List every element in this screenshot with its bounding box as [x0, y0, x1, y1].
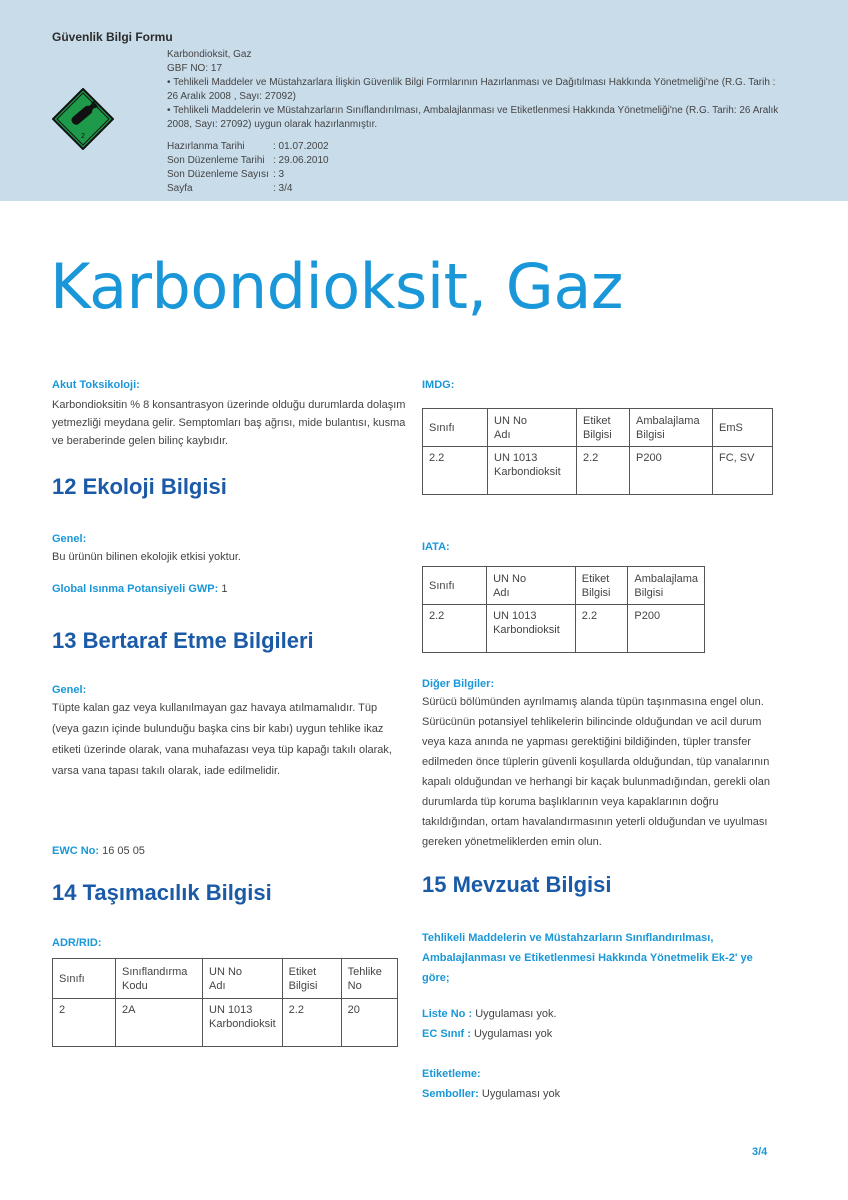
date-value: : 01.07.2002 — [273, 141, 329, 152]
table-header-cell: Ambalajlama Bilgisi — [628, 567, 705, 605]
ec-value: Uygulaması yok — [473, 1028, 553, 1040]
date-label: Sayfa — [167, 183, 193, 194]
table-header-cell: Etiket Bilgisi — [577, 409, 630, 447]
imdg-table — [422, 408, 773, 495]
table-row — [423, 447, 773, 495]
imdg-title: IMDG: — [422, 379, 455, 391]
diger-text: Sürücü bölümünden ayrılmamış alanda tüpün taşınmasına engel olun. Sürücünün potansiyel tehlikelerin bilincinde olduğundan ve acil durum veya kaza anında ne yapması gerektiğini bildiğinden, tüpler transfer edilmeden önce tüplerin güvenli koşullarda olduğundan, tüp vanalarının kapalı olduğundan ve herhangi bir kaçak bulunmadığından, gerekli olan durumlarda tüp koruma başlıklarının veya kapaklarının doğru takıldığından, ortam havalandırmasının yeterli olduğundan ve uyulması gereken yönetmeliklerden emin olun. — [422, 696, 770, 848]
akut-text: Karbondioksitin % 8 konsantrasyon üzerinde olduğu durumlarda dolaşım yetmezliği meydana gelir. Semptomları baş ağrısı, mide bulantısı, kusma ve beraberinde gelen bilinç kaybıdır. — [52, 399, 406, 447]
section-12-body — [52, 530, 407, 598]
ewc-value: 16 05 05 — [102, 845, 145, 857]
date-row — [167, 168, 787, 182]
table-cell: P200 — [628, 605, 705, 653]
table-header-cell: Ambalajlama Bilgisi — [630, 409, 713, 447]
section-15 — [422, 872, 782, 897]
table-cell: UN 1013 Karbondioksit — [487, 605, 576, 653]
regulation-1: • Tehlikeli Maddeler ve Müstahzarlara İlişkin Güvenlik Bilgi Formlarının Hazırlanması ve Dağıtılması Hakkında Yönetmeliği'ne (R.G. Tarih : 26 Aralık 2008 , Sayı: 27092) — [167, 77, 776, 102]
table-cell: 2.2 — [282, 999, 341, 1047]
table-header-row — [53, 959, 398, 999]
date-value: : 3 — [273, 169, 285, 180]
table-row — [423, 605, 705, 653]
liste-label: Liste No : — [422, 1008, 473, 1020]
iata-block — [422, 538, 782, 653]
table-row — [53, 999, 398, 1047]
table-header-row — [423, 409, 773, 447]
table-header-cell: UN No Adı — [487, 567, 576, 605]
semboller-label: Semboller: — [422, 1088, 479, 1100]
table-cell: 2A — [116, 999, 203, 1047]
akut-title: Akut Toksikoloji: — [52, 379, 140, 391]
table-cell: 2.2 — [577, 447, 630, 495]
section-13 — [52, 628, 407, 653]
gwp-value: 1 — [221, 583, 228, 595]
header-meta — [167, 48, 787, 196]
s12-text: Bu ürünün bilinen ekolojik etkisi yoktur. — [52, 551, 241, 563]
adr-title: ADR/RID: — [52, 937, 102, 949]
section-13-title: 13 Bertaraf Etme Bilgileri — [52, 628, 314, 653]
table-header-cell: Sınıfı — [423, 567, 487, 605]
gbf-number: GBF NO: 17 — [167, 63, 223, 74]
table-header-cell: Sınıflandırma Kodu — [116, 959, 203, 999]
s15-subtitle: Tehlikeli Maddelerin ve Müstahzarların Sınıflandırılması, Ambalajlanması ve Etiketlenmesi Hakkında Yönetmelik Ek-2' ye göre; — [422, 932, 753, 984]
date-value: : 29.06.2010 — [273, 155, 329, 166]
date-value: : 3/4 — [273, 183, 293, 194]
ec-line — [422, 1024, 782, 1044]
ewc-line — [52, 842, 407, 860]
etiket-label: Etiketleme: — [422, 1068, 481, 1080]
table-cell: 2 — [53, 999, 116, 1047]
page-number: 3/4 — [752, 1146, 768, 1158]
section-14-title: 14 Taşımacılık Bilgisi — [52, 880, 272, 905]
table-cell: FC, SV — [713, 447, 773, 495]
section-13-body — [52, 682, 407, 782]
adr-block — [52, 934, 407, 1047]
section-14 — [52, 880, 407, 905]
table-header-cell: Etiket Bilgisi — [575, 567, 628, 605]
document-title: Karbondioksit, Gaz — [50, 250, 623, 323]
gwp-label: Global Isınma Potansiyeli GWP: — [52, 583, 219, 595]
section-12-title: 12 Ekoloji Bilgisi — [52, 474, 227, 499]
table-cell: 2.2 — [423, 605, 487, 653]
semboller-line — [422, 1084, 782, 1104]
iata-table — [422, 566, 705, 653]
header-band — [0, 0, 848, 201]
hazard-pictogram-svg — [52, 88, 114, 150]
table-header-cell: UN No Adı — [203, 959, 283, 999]
table-cell: UN 1013 Karbondioksit — [203, 999, 283, 1047]
date-label: Son Düzenleme Sayısı — [167, 169, 269, 180]
diger-title: Diğer Bilgiler: — [422, 678, 495, 690]
table-header-cell: Tehlike No — [341, 959, 397, 999]
table-cell: 2.2 — [575, 605, 628, 653]
table-cell: 2.2 — [423, 447, 488, 495]
iata-title: IATA: — [422, 541, 450, 553]
diger-block — [422, 676, 777, 852]
section-15-body — [422, 928, 782, 1104]
section-15-title: 15 Mevzuat Bilgisi — [422, 872, 612, 897]
date-row — [167, 140, 787, 154]
table-header-cell: Sınıfı — [423, 409, 488, 447]
table-header-cell: Sınıfı — [53, 959, 116, 999]
liste-line — [422, 1004, 782, 1024]
table-header-cell: Etiket Bilgisi — [282, 959, 341, 999]
section-12 — [52, 474, 407, 499]
gas-cylinder-class-2-icon — [52, 88, 114, 150]
adr-table — [52, 958, 398, 1047]
hazard-class-number: 2 — [81, 133, 85, 140]
table-header-row — [423, 567, 705, 605]
table-header-cell: UN No Adı — [488, 409, 577, 447]
s13-text: Tüpte kalan gaz veya kullanılmayan gaz havaya atılmamalıdır. Tüp (veya gazın içinde bulunduğu başka cins bir kabı) uygun tehlike ikaz etiketi üzerinde olarak, vana muhafazası veya tüp kapağı takılı olarak, varsa vana tapası takılı olarak, iade edilmelidir. — [52, 702, 392, 777]
s12-genel-label: Genel: — [52, 533, 87, 545]
form-title: Güvenlik Bilgi Formu — [52, 30, 173, 44]
semboller-value: Uygulaması yok — [481, 1088, 561, 1100]
table-cell: UN 1013 Karbondioksit — [488, 447, 577, 495]
date-label: Hazırlanma Tarihi — [167, 141, 245, 152]
s13-genel-label: Genel: — [52, 684, 87, 696]
akut-section — [52, 376, 407, 450]
date-row — [167, 154, 787, 168]
regulation-2: • Tehlikeli Maddelerin ve Müstahzarların Sınıflandırılması, Ambalajlanması ve Etiketlenmesi Hakkında Yönetmeliği'ne (R.G. Tarih: 26 Aralık 2008, Sayı: 27092) uygun olarak hazırlanmıştır. — [167, 105, 779, 130]
date-row — [167, 182, 787, 196]
table-cell: P200 — [630, 447, 713, 495]
ec-label: EC Sınıf : — [422, 1028, 471, 1040]
ewc-label: EWC No: — [52, 845, 100, 857]
date-block — [167, 140, 787, 196]
liste-value: Uygulaması yok. — [475, 1008, 557, 1020]
date-label: Son Düzenleme Tarihi — [167, 155, 265, 166]
product-name: Karbondioksit, Gaz — [167, 49, 252, 60]
gwp-line — [52, 580, 407, 598]
imdg-block — [422, 376, 782, 495]
table-header-cell: EmS — [713, 409, 773, 447]
table-cell: 20 — [341, 999, 397, 1047]
